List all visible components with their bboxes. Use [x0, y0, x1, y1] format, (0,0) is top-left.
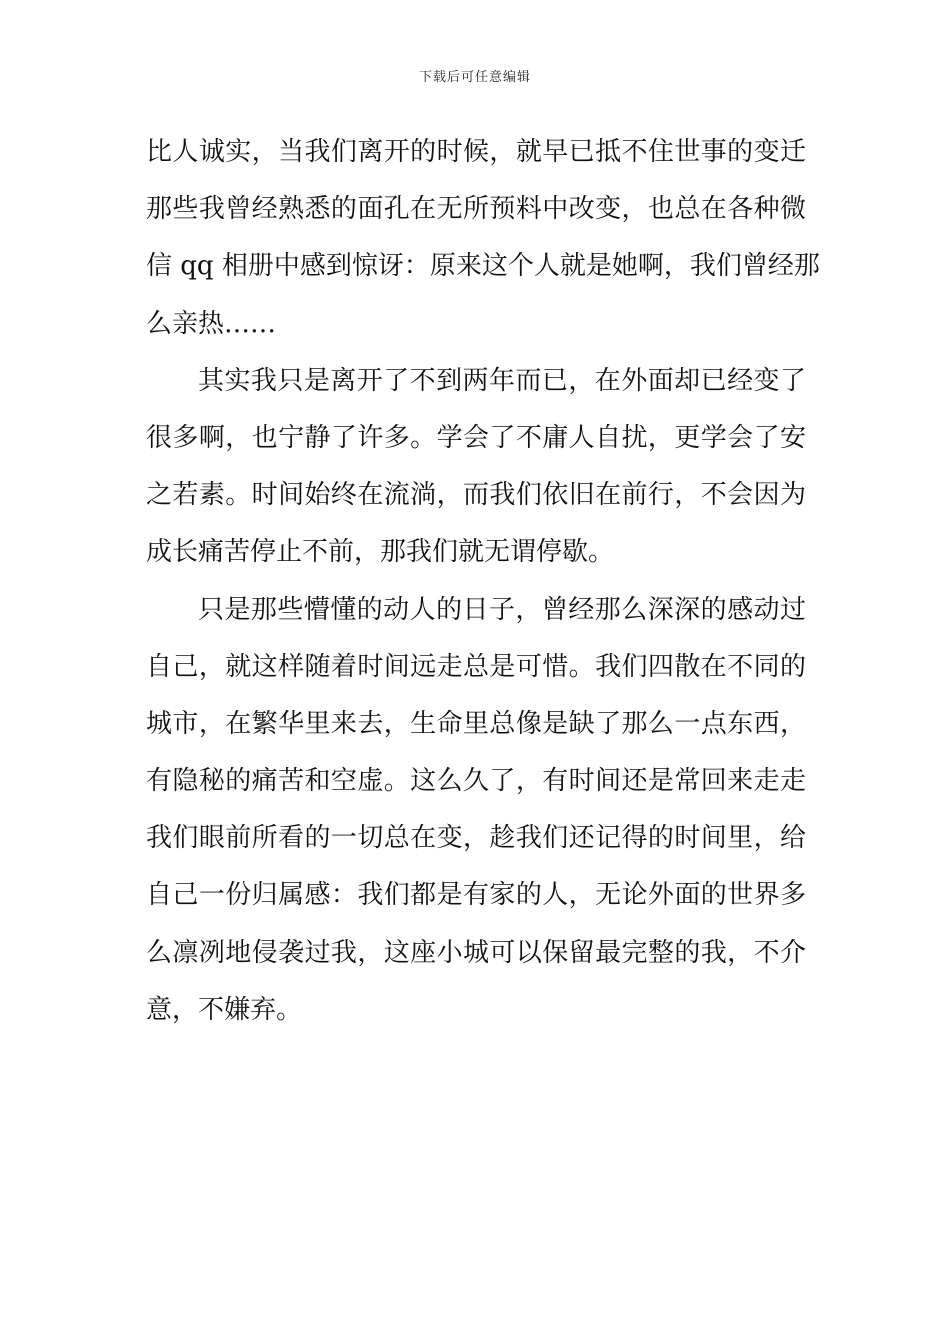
text-line: 城市，在繁华里来去，生命里总像是缺了那么一点东西，: [146, 708, 806, 739]
text-line: 我们眼前所看的一切总在变，趁我们还记得的时间里，给: [146, 823, 806, 854]
document-body: [146, 124, 820, 1039]
text-line: 自己，就这样随着时间远走总是可惜。我们四散在不同的: [146, 651, 806, 682]
text-line: 只是那些懵懂的动人的日子，曾经那么深深的感动过: [198, 594, 806, 625]
page-header: 下载后可任意编辑: [418, 70, 531, 85]
text-line: 很多啊，也宁静了许多。学会了不庸人自扰，更学会了安: [146, 422, 806, 453]
text-line: 么亲热……: [146, 308, 277, 339]
text-line: 信 qq 相册中感到惊讶：原来这个人就是她啊，我们曾经那: [146, 251, 820, 282]
text-line: 成长痛苦停止不前，那我们就无谓停歇。: [146, 537, 615, 568]
text-line: 那些我曾经熟悉的面孔在无所预料中改变，也总在各种微: [146, 194, 806, 225]
text-line: 意，不嫌弃。: [146, 994, 303, 1025]
text-line: 自己一份归属感：我们都是有家的人，无论外面的世界多: [146, 880, 806, 911]
text-line: 么凛冽地侵袭过我，这座小城可以保留最完整的我，不介: [146, 937, 806, 968]
text-line: 之若素。时间始终在流淌，而我们依旧在前行，不会因为: [146, 480, 806, 511]
text-line: 有隐秘的痛苦和空虚。这么久了，有时间还是常回来走走: [146, 766, 806, 797]
text-line: 比人诚实，当我们离开的时候，就早已抵不住世事的变迁: [146, 137, 806, 167]
text-line: 其实我只是离开了不到两年而已，在外面却已经变了: [198, 365, 806, 396]
